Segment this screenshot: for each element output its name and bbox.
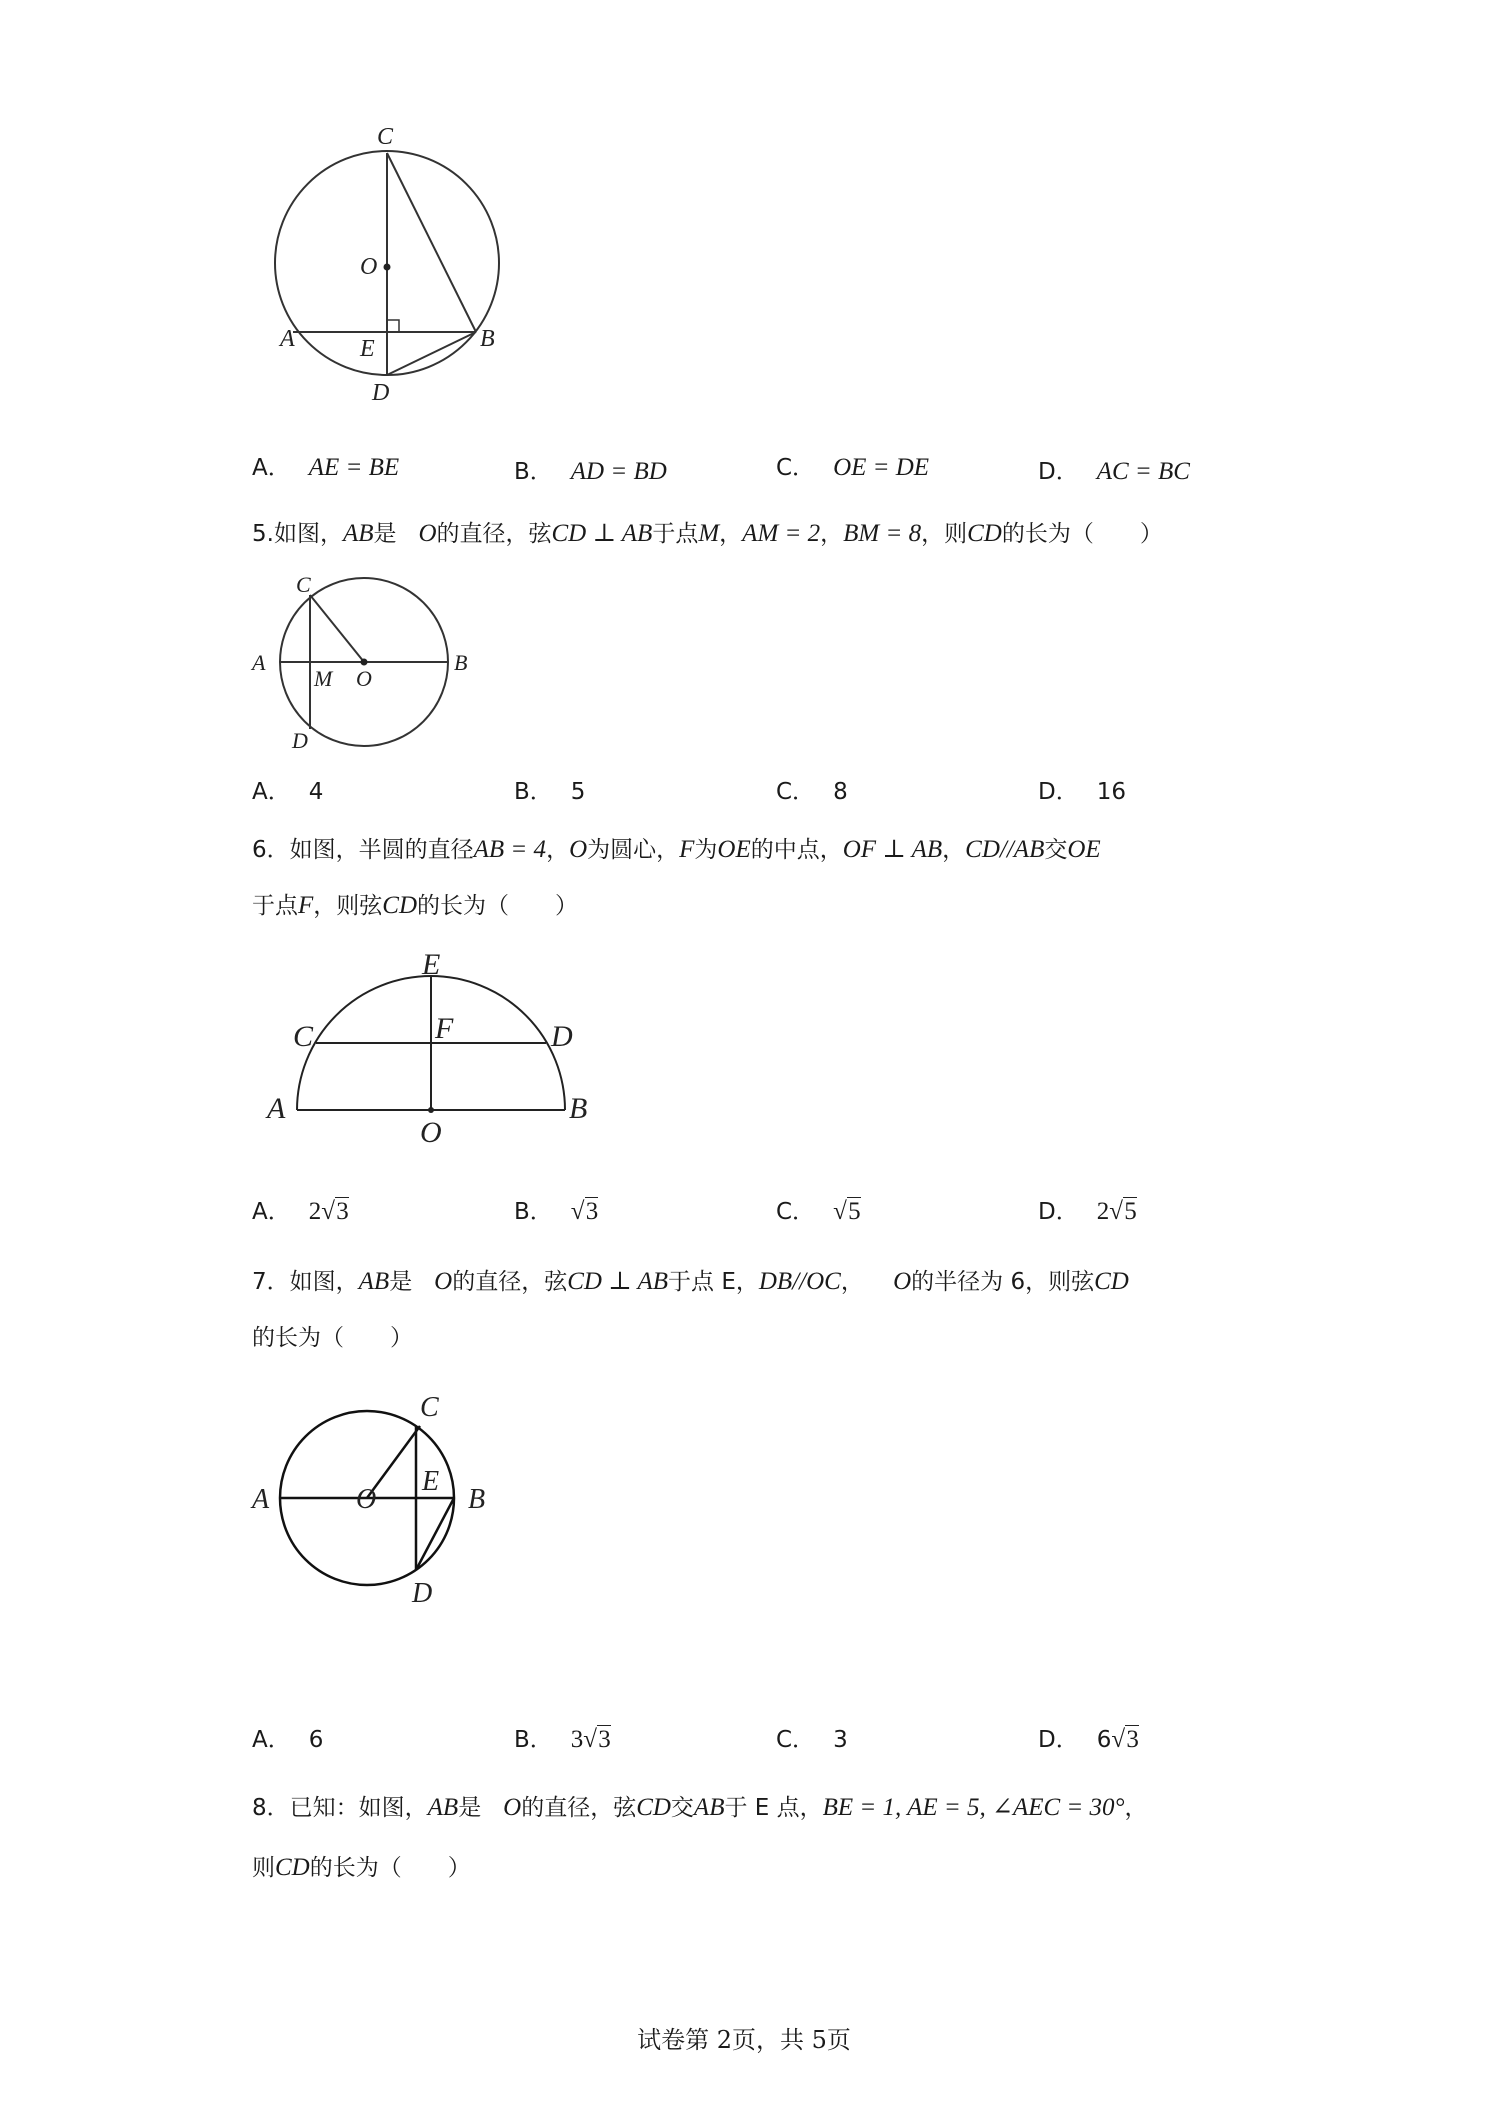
text-fragment: 3 — [336, 1198, 349, 1225]
q5-stem — [252, 518, 1163, 550]
text-fragment: √ — [1109, 1198, 1123, 1225]
q7-label-B: B — [468, 1484, 486, 1515]
text-fragment: 于 E 点， — [724, 1795, 823, 1821]
q6-stem-line1 — [252, 834, 1101, 866]
q7-option-d[interactable] — [1038, 1724, 1139, 1756]
text-fragment: 的长为（ ） — [309, 1855, 471, 1881]
q8-stem-line2 — [252, 1852, 471, 1884]
text-fragment: ， — [1124, 1795, 1148, 1821]
text-fragment: 的直径，弦 — [436, 521, 552, 547]
q5-label-C: C — [296, 572, 311, 597]
text-fragment: 已知：如图， — [289, 1795, 428, 1821]
option-label: D． — [1038, 779, 1079, 805]
option-label: D． — [1038, 459, 1079, 485]
option-label: B． — [514, 779, 553, 805]
option-label: A． — [252, 455, 291, 481]
q4-label-D: D — [372, 380, 390, 406]
text-fragment: 5 — [1124, 1198, 1137, 1225]
text-fragment: ，则 — [921, 521, 968, 547]
text-fragment: 交 — [1044, 837, 1068, 863]
text-fragment: 2 — [308, 1198, 322, 1225]
option-label: A． — [252, 1727, 291, 1753]
text-fragment: O — [503, 1794, 522, 1821]
text-fragment: CD — [636, 1794, 671, 1821]
q7-label-C: C — [420, 1392, 439, 1423]
sqrt — [321, 1196, 349, 1228]
text-fragment: 的半径为 6，则弦 — [911, 1269, 1095, 1295]
text-fragment: √ — [833, 1198, 847, 1225]
text-fragment: O — [418, 520, 437, 547]
q4-option-a[interactable] — [252, 452, 399, 484]
text-fragment: 如图， — [289, 1269, 359, 1295]
text-fragment: 如图， — [273, 521, 343, 547]
q5-label-D: D — [292, 728, 308, 753]
text-fragment: OE — [1067, 836, 1101, 863]
option-value: AE = BE — [308, 454, 400, 481]
text-fragment: 的长为（ ） — [417, 893, 579, 919]
q6-label-A: A — [267, 1092, 286, 1125]
q8-stem-line1 — [252, 1792, 1148, 1824]
q7-label-A: A — [252, 1484, 270, 1515]
text-fragment: 则 — [252, 1855, 275, 1881]
text-fragment: F — [298, 892, 314, 919]
option-label: C． — [776, 1727, 816, 1753]
q6-figure — [255, 950, 615, 1150]
text-fragment: AB — [427, 1794, 459, 1821]
text-fragment: AM = 2 — [742, 520, 821, 547]
option-value: 8 — [833, 779, 848, 805]
option-label: B． — [514, 459, 553, 485]
sqrt — [583, 1724, 611, 1756]
text-fragment: ， — [840, 1269, 864, 1295]
option-value: AC = BC — [1096, 458, 1190, 485]
text-fragment: CD — [382, 892, 418, 919]
text-fragment: √ — [1111, 1726, 1126, 1753]
text-fragment: ， — [546, 837, 570, 863]
q4-label-O: O — [360, 254, 378, 280]
option-value: OE = DE — [833, 454, 930, 481]
q6-label-B: B — [569, 1092, 588, 1125]
option-value: AD = BD — [570, 458, 667, 485]
text-fragment: √ — [570, 1198, 585, 1225]
q4-figure — [260, 120, 520, 420]
text-fragment: ， — [820, 521, 844, 547]
text-fragment: 如图，半圆的直径 — [289, 837, 474, 863]
text-fragment: F — [679, 836, 695, 863]
q5-label-O: O — [356, 666, 372, 691]
text-fragment: 2 — [1096, 1198, 1110, 1225]
text-fragment: 于点 — [652, 521, 699, 547]
text-fragment: BM = 8 — [843, 520, 922, 547]
sqrt — [571, 1196, 599, 1228]
q5-option-d[interactable] — [1038, 776, 1126, 808]
text-fragment: CD — [967, 520, 1002, 547]
q5-option-b[interactable] — [514, 776, 585, 808]
text-fragment: OF ⊥ AB — [842, 836, 943, 863]
q7-option-b[interactable] — [514, 1724, 611, 1756]
q5-label-B: B — [454, 650, 468, 675]
text-fragment: O — [434, 1268, 453, 1295]
sqrt — [833, 1196, 861, 1228]
option-label: B． — [514, 1199, 553, 1225]
text-fragment: 的直径，弦 — [452, 1269, 568, 1295]
text-fragment: BE = 1, AE = 5, ∠AEC = 30° — [822, 1794, 1125, 1821]
text-fragment: 的直径，弦 — [521, 1795, 637, 1821]
text-fragment: 3 — [1126, 1726, 1139, 1753]
text-fragment: CD//AB — [965, 836, 1045, 863]
text-fragment: 5 — [848, 1198, 861, 1225]
text-fragment: CD — [275, 1854, 310, 1881]
q4-label-C: C — [377, 124, 394, 150]
text-fragment: 的中点， — [750, 837, 843, 863]
q6-label-F: F — [435, 1012, 454, 1045]
text-fragment: CD — [1094, 1268, 1129, 1295]
text-fragment: 交 — [670, 1795, 694, 1821]
q6-option-b[interactable] — [514, 1196, 598, 1228]
q7-label-O: O — [356, 1484, 377, 1515]
text-fragment: 是 — [458, 1795, 482, 1821]
q7-label-D: D — [412, 1578, 433, 1609]
q4-label-E: E — [360, 336, 375, 362]
text-fragment: 于点 E， — [668, 1269, 759, 1295]
q6-option-a[interactable] — [252, 1196, 349, 1228]
q5-label-A: A — [252, 650, 266, 675]
q6-option-d[interactable] — [1038, 1196, 1137, 1228]
q5-option-a[interactable] — [252, 776, 323, 808]
text-fragment: 于点 — [252, 893, 298, 919]
q6-label-O: O — [420, 1116, 442, 1149]
text-fragment: ， — [719, 521, 743, 547]
q6-label-C: C — [293, 1020, 314, 1053]
text-fragment: 是 — [389, 1269, 413, 1295]
q4-option-d[interactable] — [1038, 456, 1190, 488]
text-fragment: 的长为（ ） — [1001, 521, 1163, 547]
text-fragment: AB — [693, 1794, 725, 1821]
text-fragment: 为 — [694, 837, 718, 863]
option-label: D． — [1038, 1199, 1079, 1225]
q7-label-E: E — [422, 1466, 440, 1497]
option-label: B． — [514, 1727, 553, 1753]
q6-stem-line2 — [252, 890, 578, 922]
sqrt — [1109, 1196, 1137, 1228]
text-fragment: OE — [717, 836, 751, 863]
text-fragment: CD ⊥ AB — [551, 520, 653, 547]
q4-label-A: A — [280, 326, 295, 352]
text-fragment: 3 — [585, 1198, 599, 1225]
text-fragment: ， — [942, 837, 966, 863]
q7-figure — [250, 1382, 510, 1632]
text-fragment: 8． — [252, 1795, 290, 1821]
option-label: C． — [776, 455, 816, 481]
text-fragment: 是 — [373, 521, 397, 547]
option-label: A． — [252, 1199, 291, 1225]
q7-option-c[interactable] — [776, 1724, 848, 1756]
page-footer: 试卷第 2页，共 5页 — [637, 2026, 851, 2054]
q4-option-b[interactable] — [514, 456, 667, 488]
text-fragment: AB = 4 — [473, 836, 547, 863]
option-value: 6 — [308, 1727, 324, 1753]
text-fragment: 6． — [252, 837, 290, 863]
q6-label-D: D — [551, 1020, 573, 1053]
option-label: C． — [776, 779, 816, 805]
text-fragment: 为圆心， — [587, 837, 680, 863]
q7-stem-line1 — [252, 1266, 1129, 1298]
text-fragment: 的长为（ ） — [252, 1325, 413, 1351]
option-label: A． — [252, 779, 291, 805]
text-fragment: 3 — [598, 1726, 611, 1753]
text-fragment: DB//OC — [758, 1268, 841, 1295]
q6-option-c[interactable] — [776, 1196, 861, 1228]
text-fragment: AB — [342, 520, 374, 547]
q4-label-B: B — [480, 326, 495, 352]
q7-option-a[interactable] — [252, 1724, 323, 1756]
text-fragment: O — [569, 836, 588, 863]
q5-option-c[interactable] — [776, 776, 848, 808]
option-value: 5 — [570, 779, 586, 805]
option-value: 4 — [308, 779, 324, 805]
text-fragment: M — [698, 520, 720, 547]
text-fragment: √ — [583, 1726, 598, 1753]
text-fragment: 6 — [1096, 1727, 1112, 1753]
text-fragment: 7． — [252, 1269, 290, 1295]
sqrt — [1111, 1724, 1139, 1756]
q7-stem-line2 — [252, 1322, 413, 1354]
text-fragment: 3 — [570, 1726, 584, 1753]
option-label: C． — [776, 1199, 816, 1225]
text-fragment: 5. — [252, 521, 274, 547]
text-fragment: CD ⊥ AB — [567, 1268, 669, 1295]
option-value: 16 — [1096, 779, 1126, 805]
text-fragment: AB — [358, 1268, 390, 1295]
text-fragment: O — [893, 1268, 912, 1295]
option-label: D． — [1038, 1727, 1079, 1753]
option-value: 3 — [833, 1727, 848, 1753]
q6-label-E: E — [422, 948, 441, 981]
text-fragment: √ — [321, 1198, 335, 1225]
text-fragment: ，则弦 — [313, 893, 383, 919]
q4-option-c[interactable] — [776, 452, 929, 484]
q5-label-M: M — [314, 666, 333, 691]
q5-figure — [250, 566, 490, 756]
